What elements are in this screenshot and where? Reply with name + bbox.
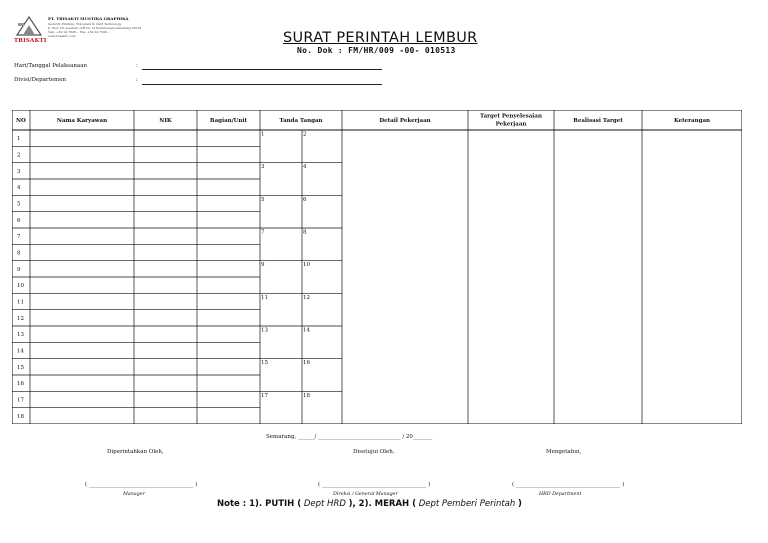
signature-slot-number: 15 [261,360,268,367]
document-number: No. Dok : FM/HR/009 -00- 010513 [297,46,456,55]
signature-slot-number: 4 [303,164,307,171]
row-number: 15 [17,364,24,371]
signature-slot-number: 10 [303,262,310,269]
signature-slot-number: 5 [261,196,265,203]
col-header-realisasi: Realisasi Target [573,118,623,124]
company-address-line: Telp. +62 24 7645... Fax. +62 24 7645... [48,30,110,34]
row-number: 2 [17,152,21,159]
row-number: 17 [17,397,24,404]
signature-slot-number: 18 [303,392,310,399]
row-number: 14 [17,348,24,355]
position-hrd: HRD Department [539,492,582,497]
brand-wordmark: TRISAKTI [14,38,47,44]
col-header-no: NO [16,118,26,124]
row-number: 3 [17,168,21,175]
signature-slot-number: 7 [261,229,265,236]
signature-slot-number: 3 [261,164,265,171]
col-header-nik: NIK [159,118,172,124]
col-header-target: Target Penyelesaian [480,113,542,120]
row-number: 13 [17,332,24,339]
col-header-bagian: Bagian/Unit [209,118,248,124]
row-number: 18 [17,413,24,420]
position-direksi: Direksi / General Manager [333,492,398,497]
signature-slot-number: 11 [261,294,268,301]
position-manager: Manager [123,492,145,497]
note-prefix: Note : 1). PUTIH ( [217,499,302,509]
row-number: 1 [17,136,21,143]
company-address-line: Security Printing, Hologram & Card Technology [48,22,122,26]
signature-slot-number: 2 [303,131,307,138]
row-number: 7 [17,234,21,241]
company-address-line: Jl. Prof. Dr. Soedarto SH No.13 Pedurungan Semarang 50191 [48,26,142,30]
signature-blank-direksi[interactable]: ( ______________________________________ ) [318,482,431,488]
field-line-division[interactable] [142,84,382,85]
overtime-table [12,110,742,424]
col-header-target: Pekerjaan [495,121,527,128]
row-number: 4 [17,185,21,192]
note-copy-red: Dept Pemberi Perintah [416,499,518,509]
row-number: 5 [17,201,21,208]
field-colon: : [136,77,138,83]
col-header-keterangan: Keterangan [673,118,711,124]
signature-slot-number: 16 [303,360,310,367]
signature-slot-number: 9 [261,262,265,269]
place-date-line: Semarang, ______/ ______________________________ / 20_______ [266,434,433,440]
col-header-detail: Detail Pekerjaan [379,118,431,124]
signature-slot-number: 1 [261,131,265,138]
copy-note [217,499,522,509]
field-colon: : [136,63,138,69]
row-number: 9 [17,266,21,273]
signature-slot-number: 12 [303,294,310,301]
note-suffix: ) [517,499,522,509]
role-approved-by: Disetujui Oleh, [353,449,395,455]
signature-slot-number: 6 [303,196,307,203]
role-acknowledged-by: Mengetahui, [546,449,582,455]
field-label-division: Divisi/Departemen [14,77,67,83]
company-name: PT. TRISAKTI MUSTIKA GRAPHIKA [48,16,129,21]
signature-slot-number: 17 [261,392,268,399]
signature-slot-number: 13 [261,327,268,334]
row-number: 11 [17,299,24,306]
row-number: 6 [17,217,21,224]
row-number: 10 [17,283,24,290]
note-copy-white: Dept HRD [301,499,349,509]
company-address-line: www.trisakti.co.id [48,34,76,38]
col-header-nama: Nama Karyawan [56,118,108,124]
row-number: 8 [17,250,21,257]
row-number: 12 [17,315,24,322]
signature-slot-number: 8 [303,229,307,236]
col-header-tanda-tangan: Tanda Tangan [279,118,323,124]
signature-slot-number: 14 [303,327,310,334]
signature-blank-manager[interactable]: ( ______________________________________ ) [85,482,198,488]
document-title: SURAT PERINTAH LEMBUR [283,30,478,46]
field-label-date: Hari/Tanggal Pelaksanaan [14,63,88,69]
note-middle: ), 2). MERAH ( [348,499,417,509]
role-ordered-by: Diperintahkan Oleh, [107,449,164,455]
field-line-date[interactable] [142,69,382,70]
signature-blank-hrd[interactable]: ( ______________________________________ ) [512,482,625,488]
row-number: 16 [17,381,24,388]
company-logo-icon [15,15,43,37]
